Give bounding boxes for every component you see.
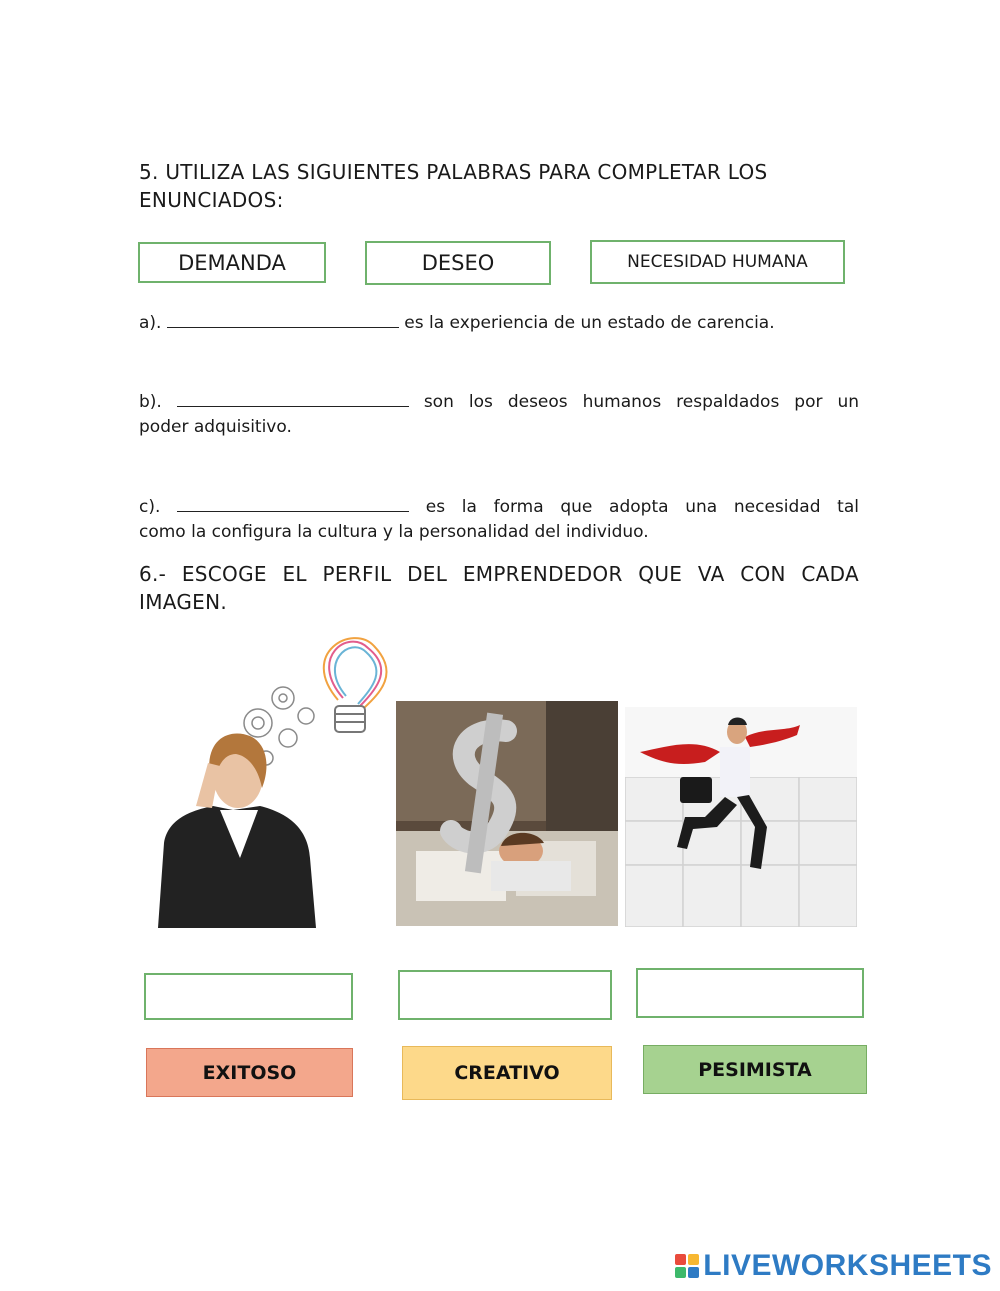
answer-blank-c[interactable] (177, 495, 409, 512)
section5-title: 5. UTILIZA LAS SIGUIENTES PALABRAS PARA COMPLETAR LOS ENUNCIADOS: (139, 160, 768, 212)
statement-b-text: son los deseos humanos respaldados por un (423, 392, 860, 412)
word-bank-deseo[interactable]: DESEO (365, 241, 551, 285)
statement-c-text-cont: como la configura la cultura y la personalidad del individuo. (139, 522, 649, 542)
statement-c-label: c). (139, 497, 161, 517)
word-bank-necesidad-humana[interactable]: NECESIDAD HUMANA (590, 240, 845, 284)
answer-box-image3[interactable] (636, 968, 864, 1018)
section6-title: 6.- ESCOGE EL PERFIL DEL EMPRENDEDOR QUE VA CON CADA IMAGEN. (139, 562, 859, 614)
brand-name: LIVEWORKSHEETS (703, 1249, 992, 1282)
statement-a-text: es la experiencia de un estado de carencia. (404, 313, 775, 333)
answer-box-image1[interactable] (144, 973, 353, 1020)
statement-c-text: es la forma que adopta una necesidad tal (425, 497, 859, 517)
liveworksheets-logo (675, 1249, 992, 1283)
option-creativo[interactable]: CREATIVO (402, 1046, 612, 1100)
statement-c (139, 495, 859, 545)
man-crushed-by-dollar-image (396, 701, 618, 926)
flying-businessman-cape-image (625, 707, 857, 927)
option-exitoso[interactable]: EXITOSO (146, 1048, 353, 1097)
woman-thinking-lightbulb-image (138, 628, 396, 928)
word-bank-demanda[interactable]: DEMANDA (138, 242, 326, 283)
statement-a-label: a). (139, 313, 162, 333)
statement-b-label: b). (139, 392, 162, 412)
option-pesimista[interactable]: PESIMISTA (643, 1045, 867, 1094)
answer-box-image2[interactable] (398, 970, 612, 1020)
logo-cubes-icon (675, 1254, 699, 1278)
answer-blank-a[interactable] (167, 311, 399, 328)
statement-b (139, 390, 859, 440)
statement-b-text-cont: poder adquisitivo. (139, 417, 292, 437)
statement-a (139, 311, 859, 336)
answer-blank-b[interactable] (177, 390, 409, 407)
